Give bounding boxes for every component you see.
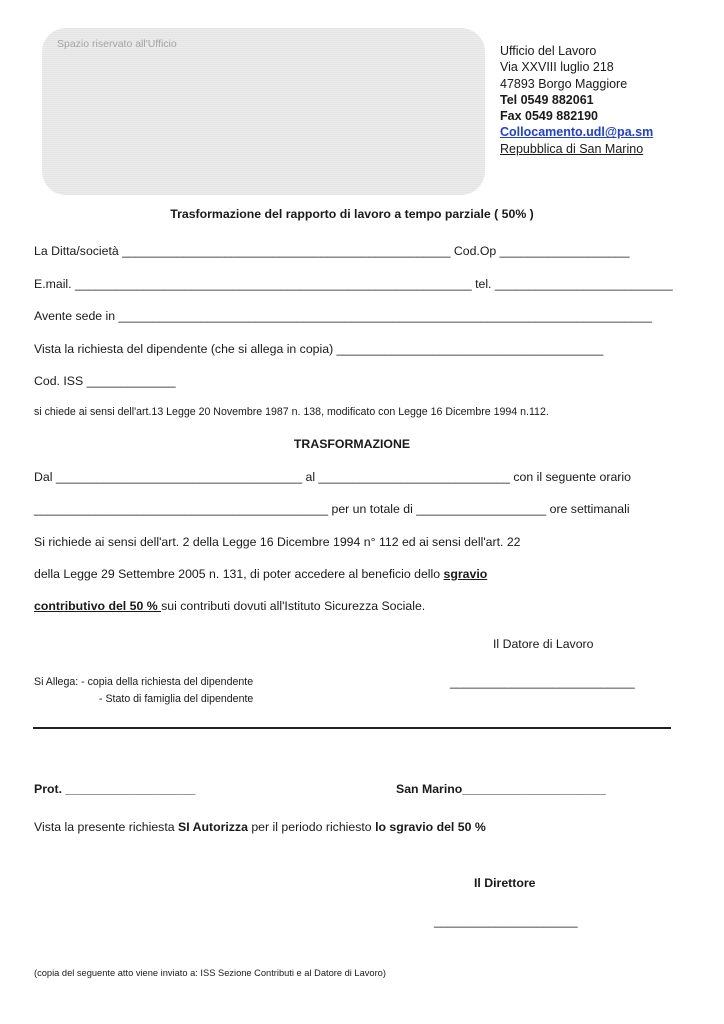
office-contact-info <box>500 43 653 157</box>
office-reserved-box <box>42 28 485 195</box>
office-email-link[interactable]: Collocamento.udl@pa.sm <box>500 125 654 140</box>
si-autorizza: SI Autorizza <box>178 820 248 834</box>
form-title: Trasformazione del rapporto di lavoro a tempo parziale ( 50% ) <box>170 207 534 221</box>
legal-reference: si chiede ai sensi dell'art.13 Legge 20 Novembre 1987 n. 138, modificato con Legge 16 Dicembre 1994 n.112. <box>34 406 549 418</box>
prot-field[interactable]: Prot. ___________________ <box>34 782 196 796</box>
cod-iss-field[interactable]: Cod. ISS _____________ <box>34 374 176 388</box>
legge-paragraph <box>34 567 487 581</box>
ditta-field[interactable]: La Ditta/società ________________________________________________ Cod.Op ___________________ <box>34 244 630 258</box>
legge-text: della Legge 29 Settembre 2005 n. 131, di poter accedere al beneficio dello <box>34 567 444 581</box>
allega-item-2: - Stato di famiglia del dipendente <box>99 693 254 705</box>
totale-ore-field[interactable]: ___________________________________________ per un totale di ___________________ ore settimanali <box>34 502 630 516</box>
sgravio-word: sgravio <box>443 567 488 581</box>
section-divider <box>33 727 671 729</box>
email-tel-field[interactable]: E.mail. __________________________________________________________ tel. __________________________ <box>34 277 673 291</box>
contributivo-text: sui contributi dovuti all'Istituto Sicurezza Sociale. <box>161 599 426 613</box>
office-street: Via XXVIII luglio 218 <box>500 60 614 75</box>
authorize-middle: per il periodo richiesto <box>247 820 376 834</box>
authorize-paragraph <box>34 820 486 834</box>
vista-richiesta-field[interactable]: Vista la richiesta del dipendente (che si allega in copia) _______________________________________ <box>34 342 604 356</box>
contributivo-paragraph <box>34 599 425 613</box>
direttore-signature-line[interactable]: _____________________ <box>434 914 578 928</box>
allega-label: Si Allega: - copia della richiesta del dipendente <box>34 676 254 688</box>
datore-signature-line[interactable]: ___________________________ <box>450 675 635 689</box>
office-fax: Fax 0549 882190 <box>500 109 599 124</box>
lo-sgravio: lo sgravio del 50 % <box>375 820 486 834</box>
san-marino-field[interactable]: San Marino_____________________ <box>396 782 606 796</box>
contributivo-bold: contributivo del 50 % <box>34 599 162 613</box>
office-name: Ufficio del Lavoro <box>500 44 597 58</box>
office-city: 47893 Borgo Maggiore <box>500 76 628 91</box>
richiede-paragraph: Si richiede ai sensi dell'art. 2 della Legge 16 Dicembre 1994 n° 112 ed ai sensi dell'art. 22 <box>34 535 521 549</box>
office-country: Repubblica di San Marino <box>500 141 644 156</box>
dal-al-field[interactable]: Dal ____________________________________ al ____________________________ con il seguente orario <box>34 470 631 484</box>
section-heading: TRASFORMAZIONE <box>293 437 411 451</box>
office-tel: Tel 0549 882061 <box>500 92 594 107</box>
footnote: (copia del seguente atto viene inviato a: ISS Sezione Contributi e al Datore di Lavoro) <box>34 968 386 978</box>
sede-field[interactable]: Avente sede in ______________________________________________________________________________ <box>34 309 652 323</box>
office-reserved-label: Spazio riservato all'Ufficio <box>57 38 177 50</box>
datore-label: Il Datore di Lavoro <box>493 637 594 651</box>
direttore-label: Il Direttore <box>474 876 536 890</box>
authorize-prefix: Vista la presente richiesta <box>34 820 178 834</box>
